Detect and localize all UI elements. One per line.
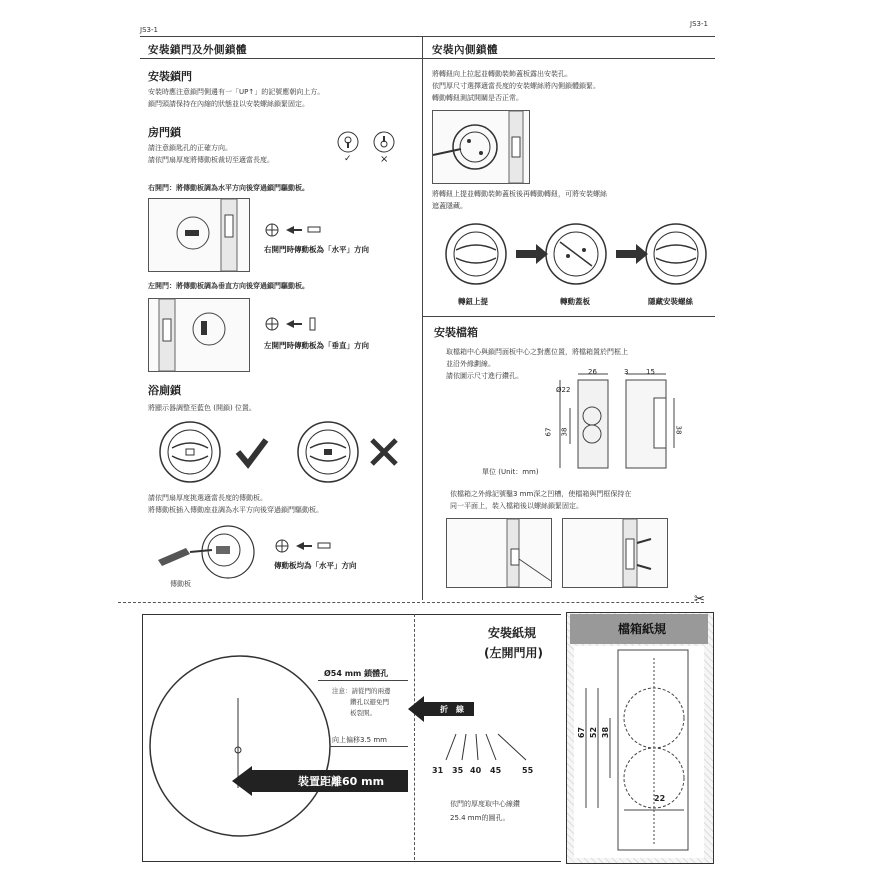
column-divider	[422, 37, 423, 600]
bath-lock-line: 將顯示器調整至藍色 (開鎖) 位置。	[148, 404, 256, 412]
dim-3: 3	[624, 368, 629, 376]
bottom-line-1: 依門的厚度取中心線鑽	[450, 800, 520, 808]
right-title-rule	[422, 58, 715, 59]
thickness-40: 40	[470, 766, 482, 775]
right-open-diagram	[148, 198, 250, 272]
bath-lock-heading: 浴廁鎖	[148, 384, 181, 397]
left-title-rule	[140, 58, 422, 59]
dim-38: 38	[560, 427, 569, 437]
strike-template-title: 檔箱紙規	[618, 622, 667, 636]
dim-15: 15	[646, 368, 655, 376]
strike-template-drawing	[576, 648, 702, 856]
offset-label: 向上偏移3.5 mm	[332, 736, 387, 744]
room-lock-heading: 房門鎖	[148, 126, 181, 139]
page-code-left: JS3-1	[140, 26, 158, 34]
hole-size-label: Ø54 mm 鎖體孔	[324, 669, 389, 678]
strike-heading: 安裝檔箱	[434, 326, 478, 339]
left-open-caption: 左開門時傳動板為「垂直」方向	[264, 341, 369, 350]
bath-caption: 傳動板均為「水平」方向	[274, 561, 357, 570]
template-title: 安裝紙規	[488, 626, 537, 640]
install-latch-line-1: 安裝時應注意鎖閂側邊有一「UP↑」的記號應朝向上方。	[148, 88, 325, 96]
vertical-plate-icon	[264, 316, 324, 336]
strike-dim-22: 22	[654, 794, 666, 803]
install-latch-line-2: 鎖閂頭請保持在內縮的狀態並以安裝螺絲鎖緊固定。	[148, 100, 309, 108]
strike-line-3: 請依圖示尺寸進行鑽孔。	[446, 372, 523, 380]
thickness-31: 31	[432, 766, 444, 775]
correct-check-icon: ✓	[344, 154, 352, 164]
inner-line-1: 將轉鈕向上拉起並轉動裝飾蓋板露出安裝孔。	[432, 70, 572, 78]
inner-line-4: 將轉鈕上提並轉動裝飾蓋板後再轉動轉鈕，可將安裝螺絲	[432, 190, 607, 198]
strike-line-4: 依檔箱之外緣記號鑿3 mm深之凹槽，使檔箱與門框保持在	[450, 490, 632, 498]
cut-line	[118, 602, 704, 603]
hole-label-rule	[318, 680, 408, 681]
strike-line-1: 取檔箱中心與鎖閂面板中心之對應位置，將檔箱置於門框上	[446, 348, 628, 356]
install-latch-heading: 安裝鎖門	[148, 70, 192, 83]
bath-lock-line-2: 請依門扇厚度挑選適當長度的傳動板。	[148, 494, 267, 502]
right-open-caption: 右開門時傳動板為「水平」方向	[264, 245, 369, 254]
dim-diameter-22: Ø22	[556, 386, 571, 394]
inner-line-3: 轉動轉鈕測試開關是否正常。	[432, 94, 523, 102]
inner-steps-diagram	[444, 220, 714, 290]
step-2-label: 轉動蓋板	[560, 297, 590, 306]
strike-dim-67: 67	[577, 726, 587, 739]
horizontal-plate-icon-2	[274, 538, 334, 558]
room-lock-line-2: 請依門扇厚度將傳動板裁切至適當長度。	[148, 156, 274, 164]
thickness-35: 35	[452, 766, 464, 775]
inner-line-5: 遮蓋隱藏。	[432, 202, 467, 210]
note-line-3: 板裂開。	[350, 709, 376, 717]
strike-line-2: 並沿外緣劃線。	[446, 360, 495, 368]
inner-lock-diagram	[432, 110, 530, 184]
note-line-2: 鑽孔以避免門	[350, 698, 389, 706]
strike-dimension-drawing	[550, 368, 696, 472]
left-open-text: 左開門：將傳動板調為垂直方向後穿過鎖門驅動板。	[148, 282, 309, 290]
strike-mortise-diagram	[446, 518, 552, 588]
thickness-ticks	[440, 730, 550, 770]
dim-67: 67	[544, 427, 553, 437]
fold-label: 折 線	[440, 705, 464, 714]
strike-dim-38: 38	[601, 726, 611, 739]
wrong-cross-icon: ×	[380, 154, 389, 165]
left-open-diagram	[148, 298, 250, 372]
page-code-right: JS3-1	[690, 20, 708, 28]
offset-rule	[330, 746, 408, 747]
dim-26: 26	[588, 368, 597, 376]
dim-38-side: 38	[674, 425, 683, 435]
left-section-title: 安裝鎖門及外側鎖體	[148, 44, 247, 56]
inner-line-2: 依門厚尺寸選擇適當長度的安裝螺絲將內側鎖體鎖緊。	[432, 82, 600, 90]
template-subtitle: (左開門用)	[484, 646, 543, 660]
horizontal-plate-icon	[264, 222, 324, 242]
step-3-label: 隱藏安裝螺絲	[648, 297, 693, 306]
bath-lock-line-3: 將傳動板插入傳動座並調為水平方向後穿過鎖門驅動板。	[148, 506, 323, 514]
bottom-line-2: 25.4 mm的圓孔。	[450, 814, 510, 822]
right-open-text: 右開門：將傳動板調為水平方向後穿過鎖門驅動板。	[148, 184, 309, 192]
thickness-45: 45	[490, 766, 502, 775]
strike-line-5: 同一平面上，裝入檔箱後以螺絲鎖緊固定。	[450, 502, 583, 510]
note-line-1: 注意：請從門的兩邊	[332, 687, 391, 695]
strike-rule	[422, 316, 715, 317]
strike-dim-52: 52	[589, 726, 599, 739]
scissors-icon: ✂	[694, 592, 705, 607]
top-rule	[140, 36, 715, 37]
backset-label: 裝置距離60 mm	[298, 775, 385, 788]
right-section-title: 安裝內側鎖體	[432, 44, 498, 56]
step-1-label: 轉鈕上提	[458, 297, 488, 306]
thickness-55: 55	[522, 766, 534, 775]
plate-label: 傳動板	[170, 580, 191, 588]
bath-indicator-diagram	[158, 420, 408, 486]
room-lock-line-1: 請注意鎖匙孔的正確方向。	[148, 144, 232, 152]
strike-screw-diagram	[562, 518, 668, 588]
bath-plate-diagram	[156, 524, 260, 580]
unit-label: 單位 (Unit：mm)	[482, 468, 539, 476]
